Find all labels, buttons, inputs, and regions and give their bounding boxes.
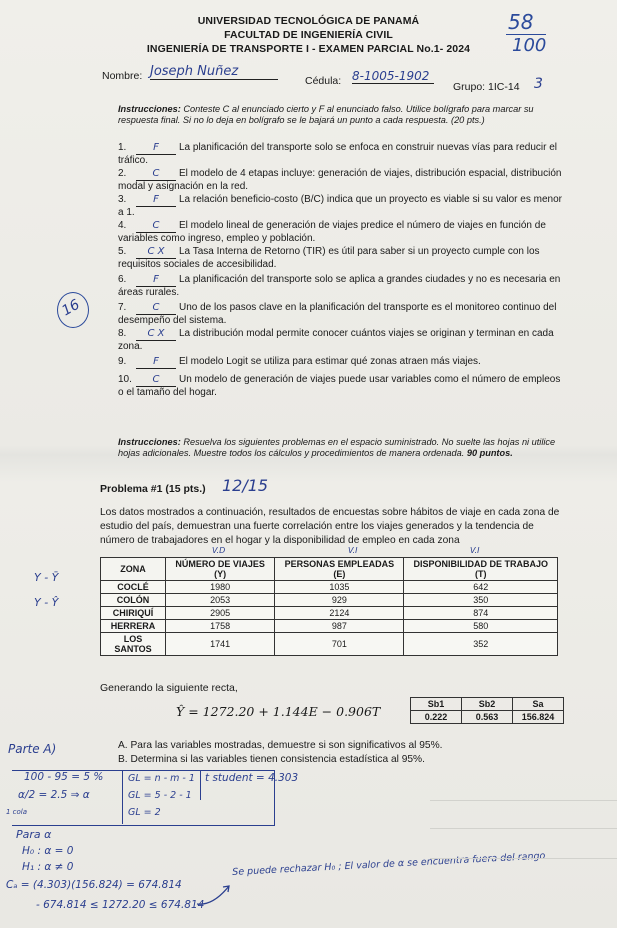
value-cell: 1980 <box>165 581 274 594</box>
section1-score: 16 <box>59 296 83 320</box>
question-b-letter: B. <box>118 754 128 765</box>
instructions2-text: Resuelva los siguientes problemas en el espacio suministrado. No suelte las hojas ni utilice hojas adicionales. Muestre todos los cálculos y procedimientos de manera ordenada. <box>118 437 556 458</box>
question-a-text: Para las variables mostradas, demuestre si son significativos al 95%. <box>130 740 443 751</box>
table-row <box>101 633 558 656</box>
work-left-3: 1 cola <box>6 808 28 816</box>
tf-item-text: El modelo Logit se utiliza para estimar qué zonas atraen más viajes. <box>179 356 481 367</box>
stats-header-sb1: Sb1 <box>411 698 462 711</box>
grade-score: 58 <box>508 10 534 34</box>
tf-item <box>118 142 568 166</box>
col-header-employed: PERSONAS EMPLEADAS (E) <box>275 558 404 581</box>
tf-item-answer[interactable]: C <box>136 374 176 387</box>
id-label: Cédula: <box>305 75 342 87</box>
value-cell: 642 <box>404 581 558 594</box>
tf-item-text: La planificación del transporte solo se aplica a grandes ciudades y no es necesaria en áreas rurales. <box>118 274 561 298</box>
faculty-title: FACULTAD DE INGENIERÍA CIVIL <box>224 29 393 41</box>
zone-cell: COCLÉ <box>101 581 166 594</box>
value-cell: 352 <box>404 633 558 656</box>
tf-item <box>118 302 568 326</box>
generating-label: Generando la siguiente recta, <box>100 682 238 694</box>
tf-item <box>118 356 568 369</box>
arrow-icon <box>195 880 235 910</box>
tf-item-text: La Tasa Interna de Retorno (TIR) es útil para saber si un proyecto cumple con los requisitos sociales de accesibilidad. <box>118 246 540 270</box>
tf-item-number: 7. <box>118 302 127 313</box>
tf-item-text: La planificación del transporte solo se enfoca en construir nuevas vías para reducir el tráfico. <box>118 142 557 166</box>
section2-instructions <box>118 437 558 459</box>
instructions-text: Conteste C al enunciado cierto y F al enunciado falso. Utilice bolígrafo para marcar su respuesta final. Si no lo deja en bolígrafo se le bajará un punto a cada respuesta. (20 pts.) <box>118 104 534 125</box>
work-tstudent: t student = 4.303 <box>205 772 299 784</box>
value-cell: 2124 <box>275 607 404 620</box>
tf-item <box>118 274 568 298</box>
tf-item-answer[interactable]: F <box>136 356 176 369</box>
tf-item-answer[interactable]: C X <box>136 328 176 341</box>
zone-cell: LOS SANTOS <box>101 633 166 656</box>
parte-a: Parte A) <box>8 742 57 756</box>
stats-table <box>410 697 564 724</box>
tf-item-number: 3. <box>118 194 127 205</box>
tf-item-text: Uno de los pasos clave en la planificación del transporte es el monitoreo continuo del desempeño del sistema. <box>118 302 557 326</box>
tf-item-text: El modelo lineal de generación de viajes predice el número de viajes en función de variables como ingreso, empleo y población. <box>118 220 546 244</box>
value-cell: 874 <box>404 607 558 620</box>
tf-item <box>118 220 568 244</box>
regression-equation: Ŷ = 1272.20 + 1.144E − 0.906T <box>176 704 381 719</box>
tf-item-answer[interactable]: C <box>136 220 176 233</box>
tf-item-number: 2. <box>118 168 127 179</box>
tf-item-answer[interactable]: F <box>136 274 176 287</box>
ruled-line <box>430 828 617 829</box>
col-note-vi-2: V.I <box>470 546 480 555</box>
university-title: UNIVERSIDAD TECNOLÓGICA DE PANAMÁ <box>197 15 420 27</box>
stats-header-row <box>411 698 564 711</box>
stats-header-sa: Sa <box>513 698 564 711</box>
stats-value-sa: 156.824 <box>513 711 564 724</box>
work-mid-2: GL = 5 - 2 - 1 <box>128 790 192 801</box>
value-cell: 701 <box>275 633 404 656</box>
work-mid-3: GL = 2 <box>128 807 161 818</box>
work-h0: H₀ : α = 0 <box>22 845 74 857</box>
ruled-line <box>430 800 617 801</box>
tf-item-text: El modelo de 4 etapas incluye: generación de viajes, distribución espacial, distribución modal y asignación en la red. <box>118 168 562 192</box>
work-conclusion: Se puede rechazar H₀ ; El valor de α se encuentra fuera del rango <box>232 850 546 878</box>
problem1-score: 12/15 <box>222 476 269 495</box>
value-cell: 1035 <box>275 581 404 594</box>
col-header-availability: DISPONIBILIDAD DE TRABAJO (T) <box>404 558 558 581</box>
question-b <box>118 754 425 765</box>
stats-header-sb2: Sb2 <box>462 698 513 711</box>
col-note-vi-1: V.I <box>348 546 358 555</box>
section2-points: 90 puntos. <box>466 448 513 458</box>
tf-item-text: La distribución modal permite conocer cuántos viajes se originan y terminan en cada zona. <box>118 328 554 352</box>
tf-item-number: 1. <box>118 142 127 153</box>
tf-item <box>118 328 568 352</box>
tf-item-answer[interactable]: F <box>136 142 176 155</box>
tf-item <box>118 168 568 192</box>
tf-item-text: La relación beneficio-costo (B/C) indica que un proyecto es viable si su valor es menor a 1. <box>118 194 562 218</box>
name-label: Nombre: <box>102 70 143 82</box>
value-cell: 2053 <box>165 594 274 607</box>
table-row <box>101 581 558 594</box>
work-range: - 674.814 ≤ 1272.20 ≤ 674.814 <box>36 899 205 911</box>
tf-item <box>118 194 568 218</box>
question-b-text: Determina si las variables tienen consistencia estadística al 95%. <box>130 754 425 765</box>
value-cell: 2905 <box>165 607 274 620</box>
tf-item <box>118 374 568 398</box>
tf-item-number: 8. <box>118 328 127 339</box>
exam-title: INGENIERÍA DE TRANSPORTE I - EXAMEN PARCIAL No.1- 2024 <box>146 43 471 55</box>
question-a <box>118 740 442 751</box>
value-cell: 580 <box>404 620 558 633</box>
margin-note-2: Y - Ŷ <box>34 596 59 609</box>
survey-table <box>100 557 558 656</box>
value-cell: 1741 <box>165 633 274 656</box>
instructions2-label: Instrucciones: <box>118 437 181 447</box>
work-ca: Cₐ = (4.303)(156.824) = 674.814 <box>6 879 182 891</box>
work-h1: H₁ : α ≠ 0 <box>22 861 74 873</box>
table-row <box>101 594 558 607</box>
value-cell: 929 <box>275 594 404 607</box>
tf-item-answer[interactable]: C X <box>136 246 176 259</box>
zone-cell: CHIRIQUÍ <box>101 607 166 620</box>
table-body <box>101 581 558 656</box>
tf-item-number: 9. <box>118 356 127 367</box>
group-hand: 3 <box>534 76 543 92</box>
work-para: Para α <box>16 828 52 841</box>
stats-value-sb2: 0.563 <box>462 711 513 724</box>
work-left-2: α/2 = 2.5 ⇒ α <box>18 789 90 801</box>
value-cell: 987 <box>275 620 404 633</box>
work-mid-1: GL = n - m - 1 <box>128 773 195 784</box>
margin-note-1: Y - Ȳ <box>34 571 59 584</box>
tf-item-number: 6. <box>118 274 127 285</box>
table-row <box>101 607 558 620</box>
question-a-letter: A. <box>118 740 128 751</box>
tf-item-answer[interactable]: C <box>136 302 176 315</box>
section1-instructions <box>118 104 558 126</box>
col-note-vd: V.D <box>212 546 226 555</box>
tf-item-number: 4. <box>118 220 127 231</box>
table-row <box>101 620 558 633</box>
stats-value-sb1: 0.222 <box>411 711 462 724</box>
stats-value-row <box>411 711 564 724</box>
col-header-trips: NÚMERO DE VIAJES (Y) <box>165 558 274 581</box>
name-value: Joseph Nuñez <box>150 64 278 80</box>
table-header-row <box>101 558 558 581</box>
col-header-zone: ZONA <box>101 558 166 581</box>
tf-item-number: 10. <box>118 374 132 385</box>
tf-item-number: 5. <box>118 246 127 257</box>
value-cell: 1758 <box>165 620 274 633</box>
work-divider-1 <box>122 770 123 824</box>
grade-total: 100 <box>512 35 547 56</box>
tf-item-answer[interactable]: F <box>136 194 176 207</box>
id-value: 8-1005-1902 <box>352 69 434 84</box>
problem1-description: Los datos mostrados a continuación, resultados de encuestas sobre hábitos de viaje en cada zona de estudio del país, demuestran una fuerte correlación entre los viajes generados y la tendencia de número de trabajadores en el hogar y la disponibilidad de empleo en cada zona <box>100 507 560 546</box>
problem1-title: Problema #1 (15 pts.) <box>100 483 206 495</box>
zone-cell: HERRERA <box>101 620 166 633</box>
tf-item-text: Un modelo de generación de viajes puede usar variables como el número de empleos o el tamaño del hogar. <box>118 374 561 398</box>
zone-cell: COLÓN <box>101 594 166 607</box>
ruled-line <box>430 858 617 859</box>
group-label: Grupo: 1IC-14 <box>453 81 520 93</box>
value-cell: 350 <box>404 594 558 607</box>
tf-item <box>118 246 568 270</box>
instructions-label: Instrucciones: <box>118 104 181 114</box>
tf-item-answer[interactable]: C <box>136 168 176 181</box>
work-divider-2 <box>200 770 201 800</box>
work-left-1: 100 - 95 = 5 % <box>24 771 104 783</box>
